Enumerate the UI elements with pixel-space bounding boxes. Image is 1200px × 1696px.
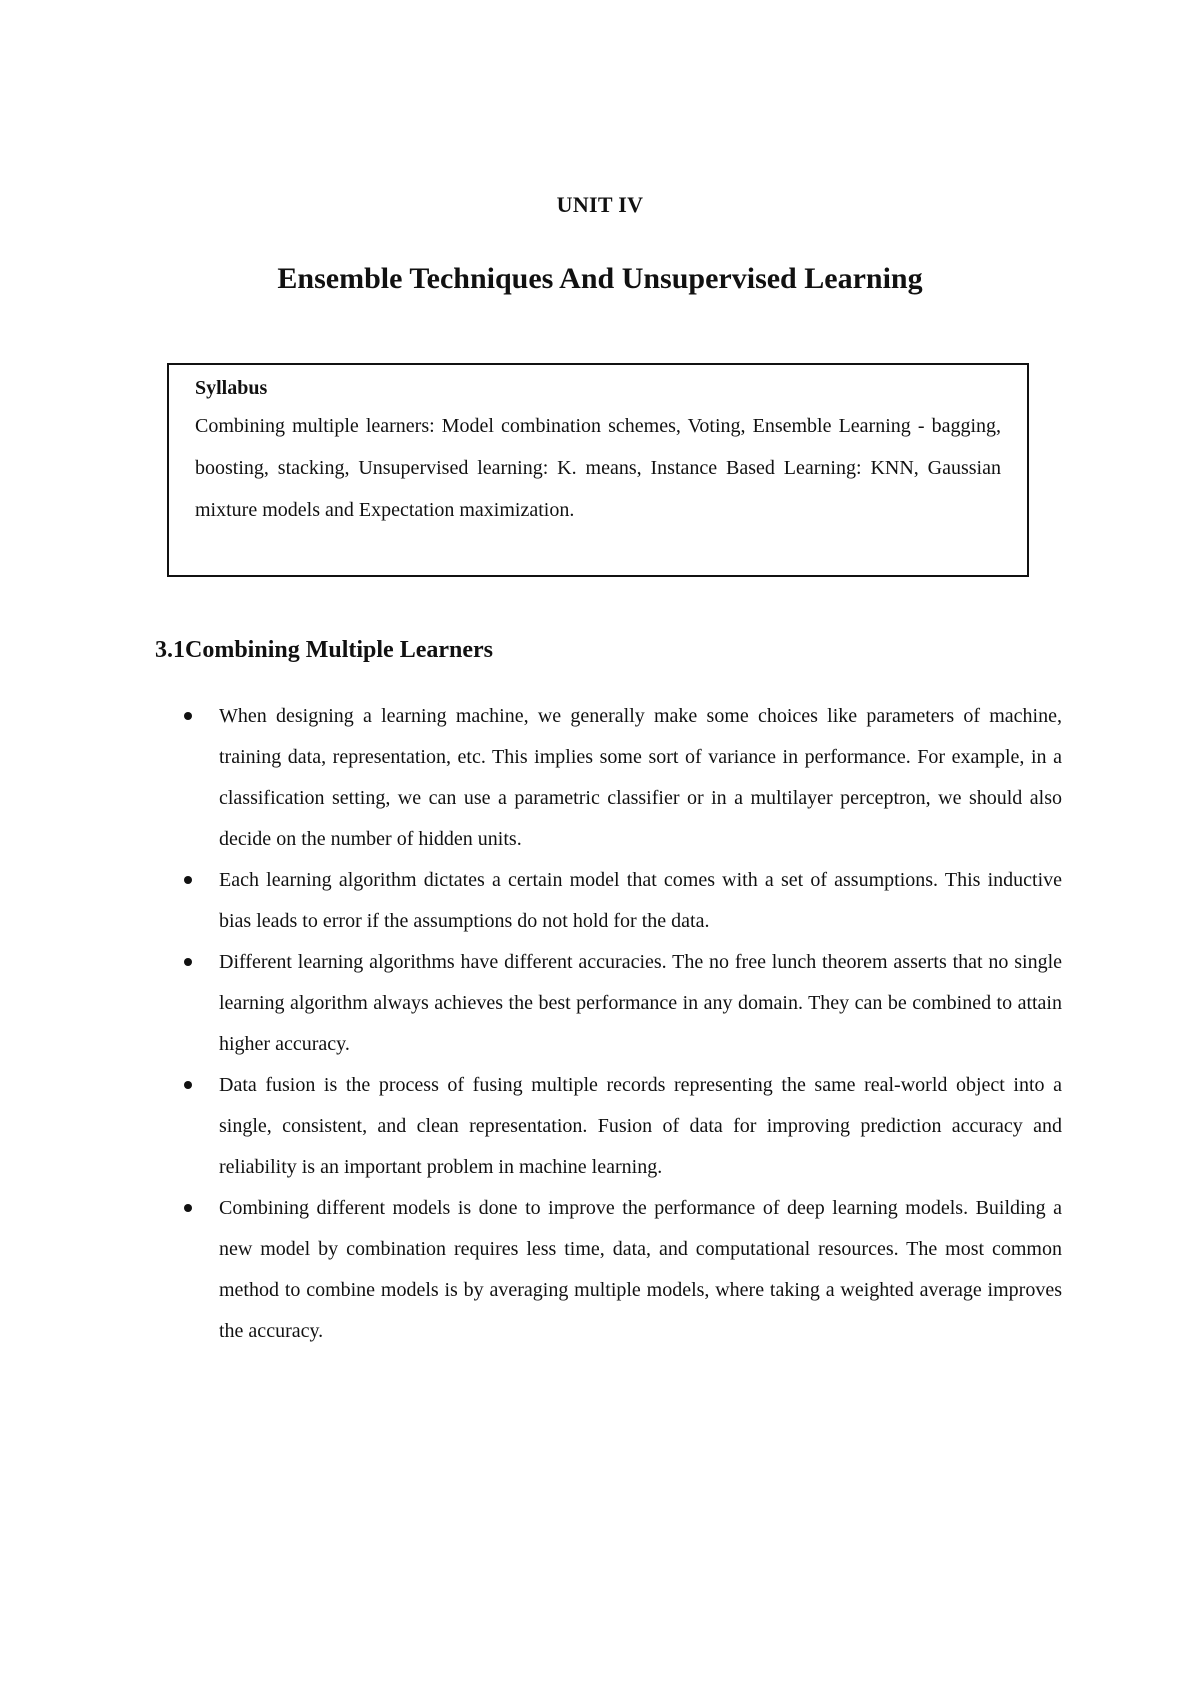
list-item [219, 696, 1062, 860]
bullet-icon [184, 1204, 192, 1212]
list-item [219, 1065, 1062, 1188]
list-item-text: Different learning algorithms have different accuracies. The no free lunch theorem asserts that no single learning algorithm always achieves the best performance in any domain. They can be combined to attain higher accuracy. [219, 951, 1062, 1055]
section-heading: 3.1Combining Multiple Learners [155, 637, 494, 663]
syllabus-box [167, 363, 1029, 577]
list-item [219, 942, 1062, 1065]
list-item-text: When designing a learning machine, we generally make some choices like parameters of machine, training data, representation, etc. This implies some sort of variance in performance. For example, in a classification setting, we can use a parametric classifier or in a multilayer perceptron, we should also decide on the number of hidden units. [219, 705, 1062, 850]
bullet-icon [184, 1081, 192, 1089]
list-item-text: Each learning algorithm dictates a certain model that comes with a set of assumptions. This inductive bias leads to error if the assumptions do not hold for the data. [219, 869, 1062, 932]
bullet-icon [184, 712, 192, 720]
syllabus-heading: Syllabus [195, 377, 268, 399]
page-title: Ensemble Techniques And Unsupervised Learning [277, 262, 923, 295]
list-item [219, 860, 1062, 942]
bullet-list [219, 696, 1062, 1352]
bullet-icon [184, 876, 192, 884]
unit-label: UNIT IV [556, 192, 644, 217]
list-item-text: Data fusion is the process of fusing multiple records representing the same real-world object into a single, consistent, and clean representation. Fusion of data for improving prediction accuracy and reliability is an important problem in machine learning. [219, 1074, 1062, 1178]
list-item-text: Combining different models is done to improve the performance of deep learning models. Building a new model by combination requires less time, data, and computational resources. The most common method to combine models is by averaging multiple models, where taking a weighted average improves the accuracy. [219, 1197, 1062, 1342]
syllabus-text: Combining multiple learners: Model combination schemes, Voting, Ensemble Learning - bagging, boosting, stacking, Unsupervised learning: K. means, Instance Based Learning: KNN, Gaussian mixture models and Expectation maximization. [195, 415, 1001, 521]
bullet-icon [184, 958, 192, 966]
list-item [219, 1188, 1062, 1352]
